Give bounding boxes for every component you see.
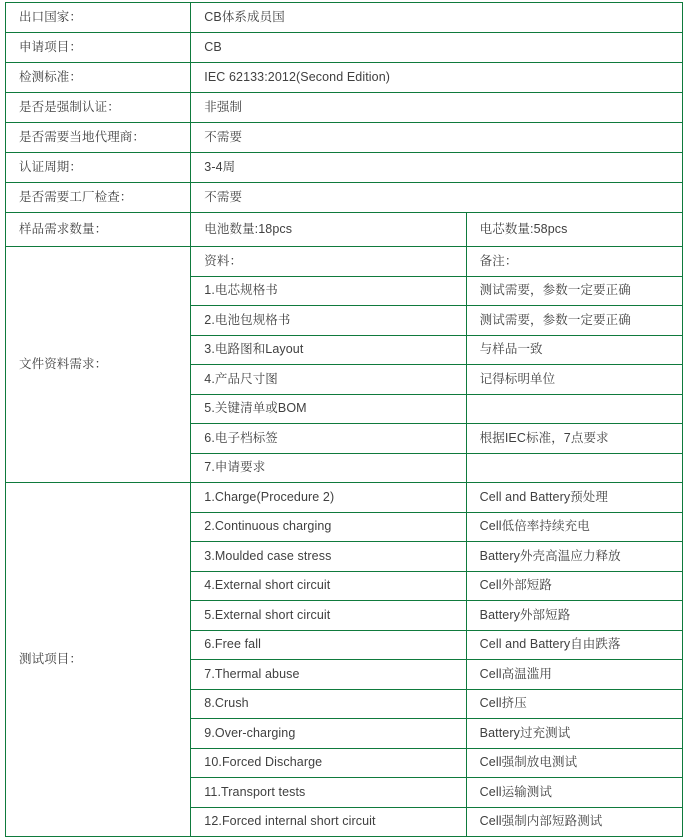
row-label: 认证周期： xyxy=(6,153,191,183)
cell-quantity-value: 电芯数量:58pcs xyxy=(466,213,682,247)
test-item-name: 6.Free fall xyxy=(191,630,466,660)
row-value: 3-4周 xyxy=(191,153,683,183)
table-row xyxy=(6,63,683,93)
table-row xyxy=(6,33,683,63)
material-name: 6.电子档标签 xyxy=(191,424,466,454)
remark-column-header: 备注： xyxy=(466,247,682,277)
battery-quantity-value: 电池数量:18pcs xyxy=(191,213,466,247)
material-remark: 与样品一致 xyxy=(466,335,682,365)
test-item-note: Cell强制放电测试 xyxy=(466,748,682,778)
test-item-name: 12.Forced internal short circuit xyxy=(191,807,466,837)
document-requirements-label: 文件资料需求： xyxy=(6,247,191,483)
material-name: 7.申请要求 xyxy=(191,453,466,483)
row-value: 非强制 xyxy=(191,93,683,123)
row-value: 不需要 xyxy=(191,183,683,213)
material-remark: 测试需要，参数一定要正确 xyxy=(466,276,682,306)
table-row xyxy=(6,123,683,153)
sample-quantity-row xyxy=(6,213,683,247)
row-value: IEC 62133:2012(Second Edition) xyxy=(191,63,683,93)
certification-requirements-table xyxy=(5,2,683,837)
test-item-note: Cell挤压 xyxy=(466,689,682,719)
material-remark xyxy=(466,394,682,424)
test-item-name: 4.External short circuit xyxy=(191,571,466,601)
row-label: 是否需要工厂检查： xyxy=(6,183,191,213)
table-body xyxy=(6,3,683,837)
row-label: 是否是强制认证： xyxy=(6,93,191,123)
test-item-note: Battery过充测试 xyxy=(466,719,682,749)
test-items-label: 测试项目： xyxy=(6,483,191,837)
test-item-note: Cell低倍率持续充电 xyxy=(466,512,682,542)
table-row xyxy=(6,183,683,213)
test-item-name: 5.External short circuit xyxy=(191,601,466,631)
document-requirements-header-row xyxy=(6,247,683,277)
sample-quantity-label: 样品需求数量： xyxy=(6,213,191,247)
test-item-note: Cell运输测试 xyxy=(466,778,682,808)
material-remark: 测试需要，参数一定要正确 xyxy=(466,306,682,336)
row-label: 是否需要当地代理商： xyxy=(6,123,191,153)
test-item-name: 3.Moulded case stress xyxy=(191,542,466,572)
test-item-name: 11.Transport tests xyxy=(191,778,466,808)
table-row xyxy=(6,93,683,123)
material-name: 1.电芯规格书 xyxy=(191,276,466,306)
material-name: 2.电池包规格书 xyxy=(191,306,466,336)
row-value: CB体系成员国 xyxy=(191,3,683,33)
material-remark xyxy=(466,453,682,483)
test-item-note: Cell高温滥用 xyxy=(466,660,682,690)
material-name: 3.电路图和Layout xyxy=(191,335,466,365)
table-row xyxy=(6,153,683,183)
test-item-name: 7.Thermal abuse xyxy=(191,660,466,690)
test-item-name: 10.Forced Discharge xyxy=(191,748,466,778)
test-item-note: Battery外部短路 xyxy=(466,601,682,631)
test-item-name: 2.Continuous charging xyxy=(191,512,466,542)
row-value: 不需要 xyxy=(191,123,683,153)
row-label: 检测标准： xyxy=(6,63,191,93)
material-column-header: 资料： xyxy=(191,247,466,277)
material-remark: 根据IEC标准，7点要求 xyxy=(466,424,682,454)
table-row xyxy=(6,3,683,33)
test-item-note: Cell and Battery自由跌落 xyxy=(466,630,682,660)
test-item-note: Cell and Battery预处理 xyxy=(466,483,682,513)
material-remark: 记得标明单位 xyxy=(466,365,682,395)
test-item-note: Cell外部短路 xyxy=(466,571,682,601)
test-item-name: 8.Crush xyxy=(191,689,466,719)
row-label: 申请项目： xyxy=(6,33,191,63)
test-item-name: 1.Charge(Procedure 2) xyxy=(191,483,466,513)
test-item-row xyxy=(6,483,683,513)
material-name: 4.产品尺寸图 xyxy=(191,365,466,395)
test-item-name: 9.Over-charging xyxy=(191,719,466,749)
material-name: 5.关键清单或BOM xyxy=(191,394,466,424)
test-item-note: Battery外壳高温应力释放 xyxy=(466,542,682,572)
row-value: CB xyxy=(191,33,683,63)
row-label: 出口国家： xyxy=(6,3,191,33)
test-item-note: Cell强制内部短路测试 xyxy=(466,807,682,837)
